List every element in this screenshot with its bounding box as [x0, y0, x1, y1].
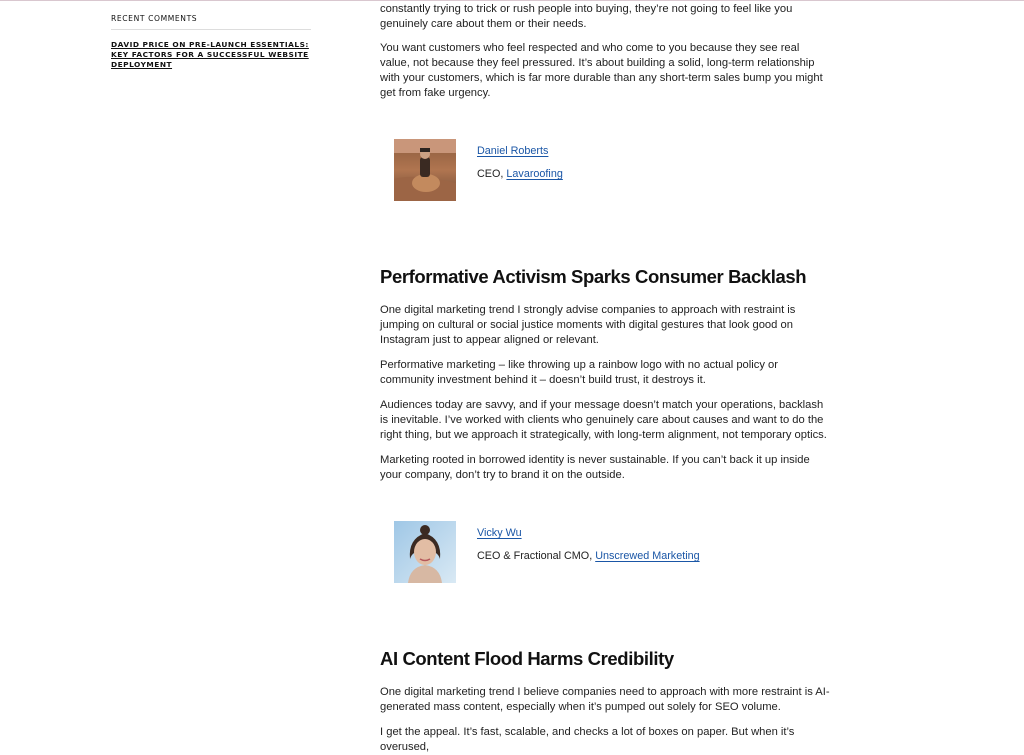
- section-heading: Performative Activism Sparks Consumer Backlash: [380, 266, 807, 287]
- recent-comment-link[interactable]: DAVID PRICE ON PRE-LAUNCH ESSENTIALS: KEY FACTORS FOR A SUCCESSFUL WEBSITE DEPLOYMENT: [111, 40, 309, 69]
- section1-paragraph-1: One digital marketing trend I strongly advise companies to approach with restraint is jumping on cultural or social justice moments with digital gestures that look good on Instagram just to appear aligned or relevant.: [380, 304, 796, 346]
- section1-paragraph-wrap-4: [380, 453, 832, 483]
- author-title: CEO & Fractional CMO,: [477, 550, 593, 562]
- avatar-photo-woman-icon: [394, 521, 456, 583]
- section2-paragraph-wrap-1: [380, 685, 832, 715]
- recent-comment-item: [111, 40, 311, 70]
- section2-paragraph-1: One digital marketing trend I believe companies need to approach with more restraint is AI-generated mass content, especially when it’s pumped out solely for SEO volume.: [380, 686, 830, 713]
- author-title: CEO,: [477, 168, 504, 180]
- avatar-photo-man-icon: [394, 139, 456, 201]
- intro-paragraph-1: constantly trying to trick or rush people into buying, they’re not going to feel like you genuinely care about them or their needs.: [380, 3, 793, 30]
- author-company-link[interactable]: Unscrewed Marketing: [595, 550, 700, 562]
- section1-paragraph-wrap-3: [380, 398, 832, 443]
- section1-paragraph-4: Marketing rooted in borrowed identity is never sustainable. If you can’t back it up inside your company, don’t try to brand it on the outside.: [380, 454, 810, 481]
- author-card-daniel-roberts: [394, 139, 794, 203]
- author-role: [477, 168, 563, 180]
- section1-paragraph-2: Performative marketing – like throwing up a rainbow logo with no actual policy or community investment behind it – doesn’t build trust, it destroys it.: [380, 359, 778, 386]
- recent-comments-heading: RECENT COMMENTS: [111, 14, 311, 30]
- article-intro-2: [380, 41, 832, 101]
- section-performative-activism: [380, 266, 832, 288]
- section-ai-content-flood: [380, 648, 832, 670]
- author-name-link[interactable]: Vicky Wu: [477, 527, 522, 539]
- sidebar: [111, 14, 311, 70]
- article-intro: [380, 2, 832, 32]
- section1-paragraph-wrap-1: [380, 303, 832, 348]
- section1-paragraph-3: Audiences today are savvy, and if your message doesn’t match your operations, backlash is inevitable. I’ve worked with clients who genuinely care about causes and want to do the right thing, but we approach it strategically, with long-term alignment, not temporary optics.: [380, 399, 827, 441]
- top-divider: [0, 0, 1024, 1]
- section-heading: AI Content Flood Harms Credibility: [380, 648, 674, 669]
- author-name-link[interactable]: Daniel Roberts: [477, 145, 549, 157]
- author-role: [477, 550, 700, 562]
- author-company-link[interactable]: Lavaroofing: [506, 168, 563, 180]
- intro-paragraph-2: You want customers who feel respected and who come to you because they see real value, not because they feel pressured. It’s about building a solid, long-term relationship with your customers, which is far more durable than any short-term sales bump you might get from fake urgency.: [380, 42, 823, 99]
- section2-paragraph-wrap-2: [380, 725, 832, 755]
- author-card-vicky-wu: [394, 521, 794, 585]
- section2-paragraph-2: I get the appeal. It’s fast, scalable, and checks a lot of boxes on paper. But when it’s overused,: [380, 726, 795, 753]
- section1-paragraph-wrap-2: [380, 358, 832, 388]
